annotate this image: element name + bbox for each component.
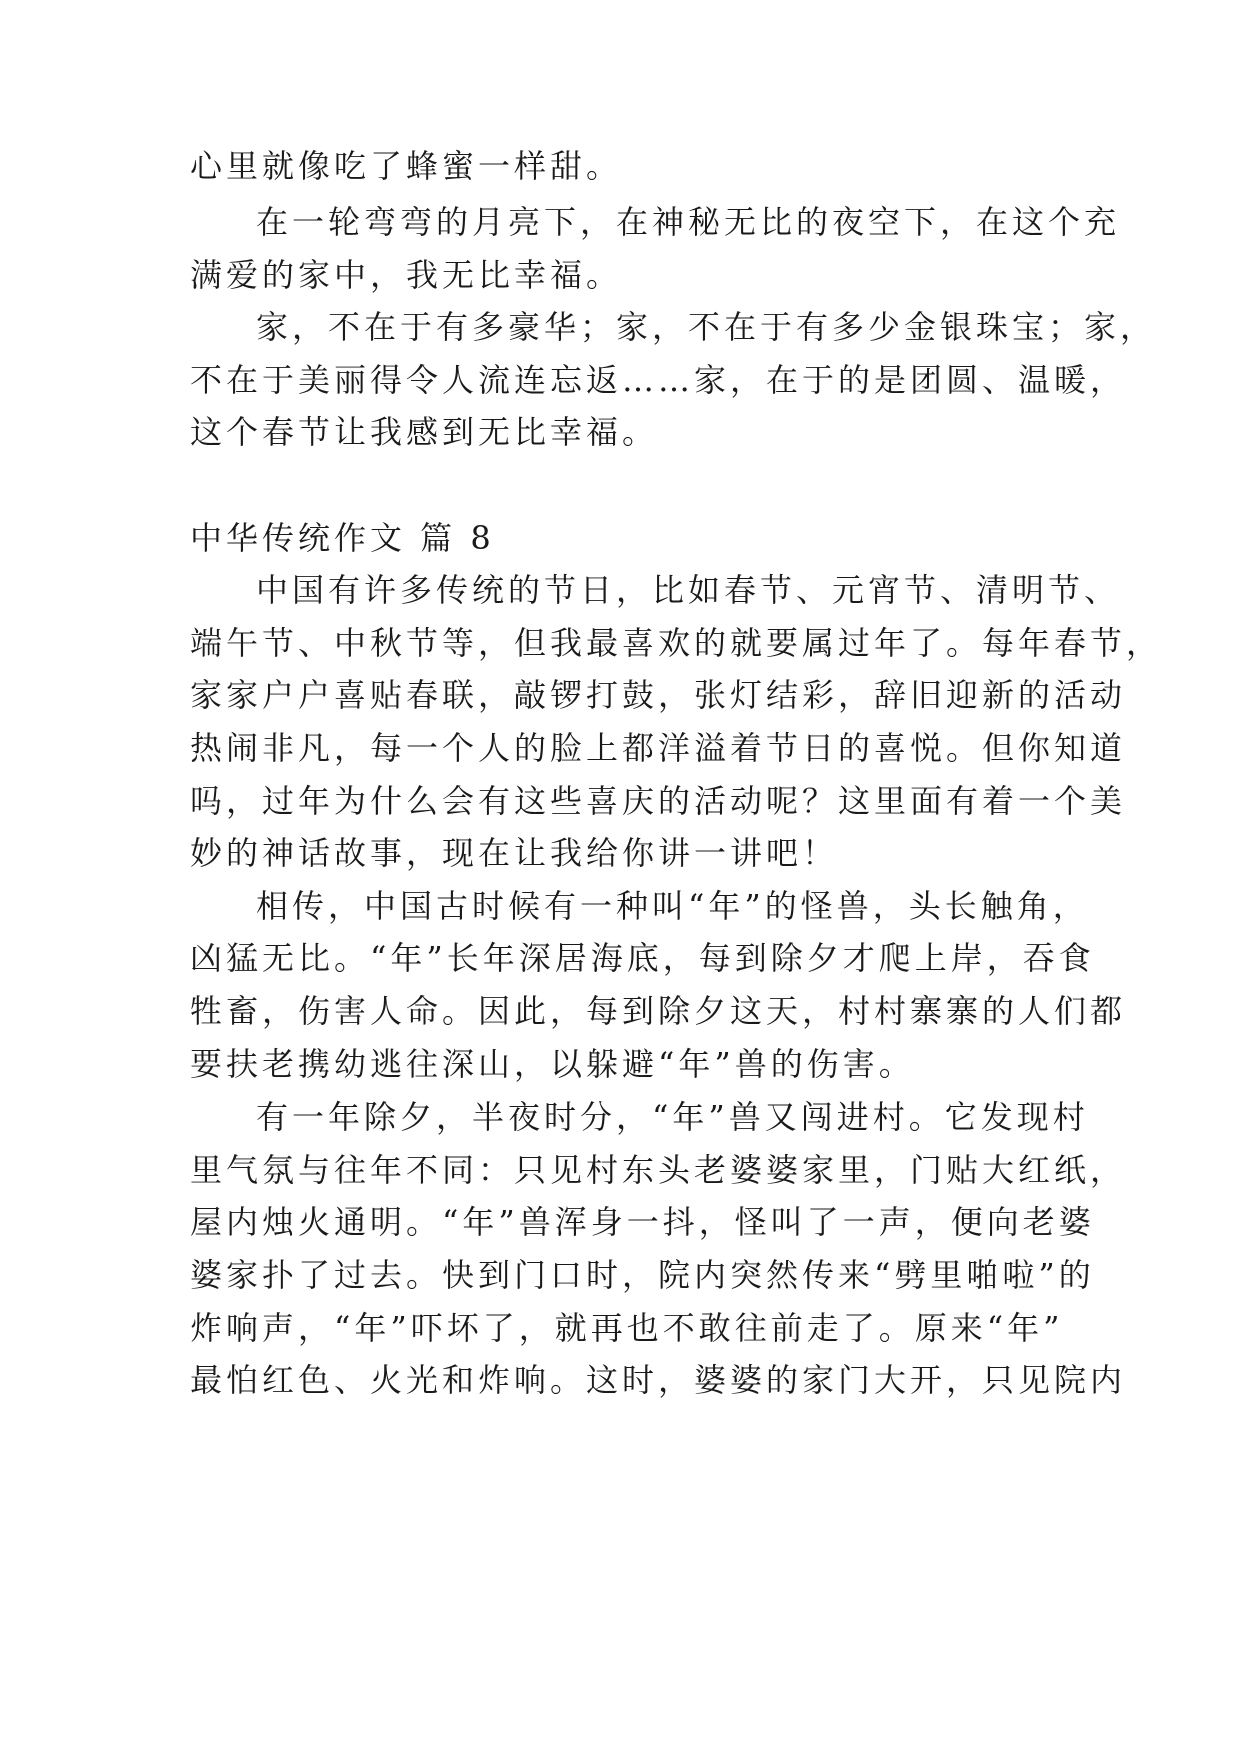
paragraph-start-line: 有一年除夕，半夜时分，“年”兽又闯进村。它发现村: [256, 1098, 1089, 1136]
text-line: 屋内烛火通明。“年”兽浑身一抖，怪叫了一声，便向老婆: [190, 1203, 1095, 1241]
text-line: 妙的神话故事，现在让我给你讲一讲吧！: [190, 834, 839, 872]
text-line: 这个春节让我感到无比幸福。: [190, 413, 659, 451]
paragraph-start-line: 相传，中国古时候有一种叫“年”的怪兽，头长触角，: [256, 887, 1089, 925]
text-line: 热闹非凡，每一个人的脸上都洋溢着节日的喜悦。但你知道: [190, 729, 1127, 767]
text-line: 吗，过年为什么会有这些喜庆的活动呢？这里面有着一个美: [190, 782, 1127, 820]
text-line: 最怕红色、火光和炸响。这时，婆婆的家门大开，只见院内: [190, 1361, 1127, 1399]
section-heading: 中华传统作文 篇 8: [190, 519, 495, 557]
text-line: 心里就像吃了蜂蜜一样甜。: [190, 147, 623, 185]
paragraph-start-line: 中国有许多传统的节日，比如春节、元宵节、清明节、: [256, 571, 1121, 609]
text-line: 凶猛无比。“年”长年深居海底，每到除夕才爬上岸，吞食: [190, 939, 1095, 977]
paragraph-start-line: 家，不在于有多豪华；家，不在于有多少金银珠宝；家，: [256, 308, 1157, 346]
text-line: 家家户户喜贴春联，敲锣打鼓，张灯结彩，辞旧迎新的活动: [190, 676, 1127, 714]
paragraph-start-line: 在一轮弯弯的月亮下，在神秘无比的夜空下，在这个充: [256, 203, 1121, 241]
text-line: 婆家扑了过去。快到门口时，院内突然传来“劈里啪啦”的: [190, 1256, 1095, 1294]
text-line: 要扶老携幼逃往深山，以躲避“年”兽的伤害。: [190, 1045, 915, 1083]
text-line: 不在于美丽得令人流连忘返……家，在于的是团圆、温暖，: [190, 361, 1127, 399]
text-line: 端午节、中秋节等，但我最喜欢的就要属过年了。每年春节，: [190, 624, 1163, 662]
text-line: 炸响声，“年”吓坏了，就再也不敢往前走了。原来“年”: [190, 1309, 1064, 1347]
text-line: 里气氛与往年不同：只见村东头老婆婆家里，门贴大红纸，: [190, 1151, 1127, 1189]
text-line: 满爱的家中，我无比幸福。: [190, 256, 623, 294]
text-line: 牲畜，伤害人命。因此，每到除夕这天，村村寨寨的人们都: [190, 992, 1127, 1030]
